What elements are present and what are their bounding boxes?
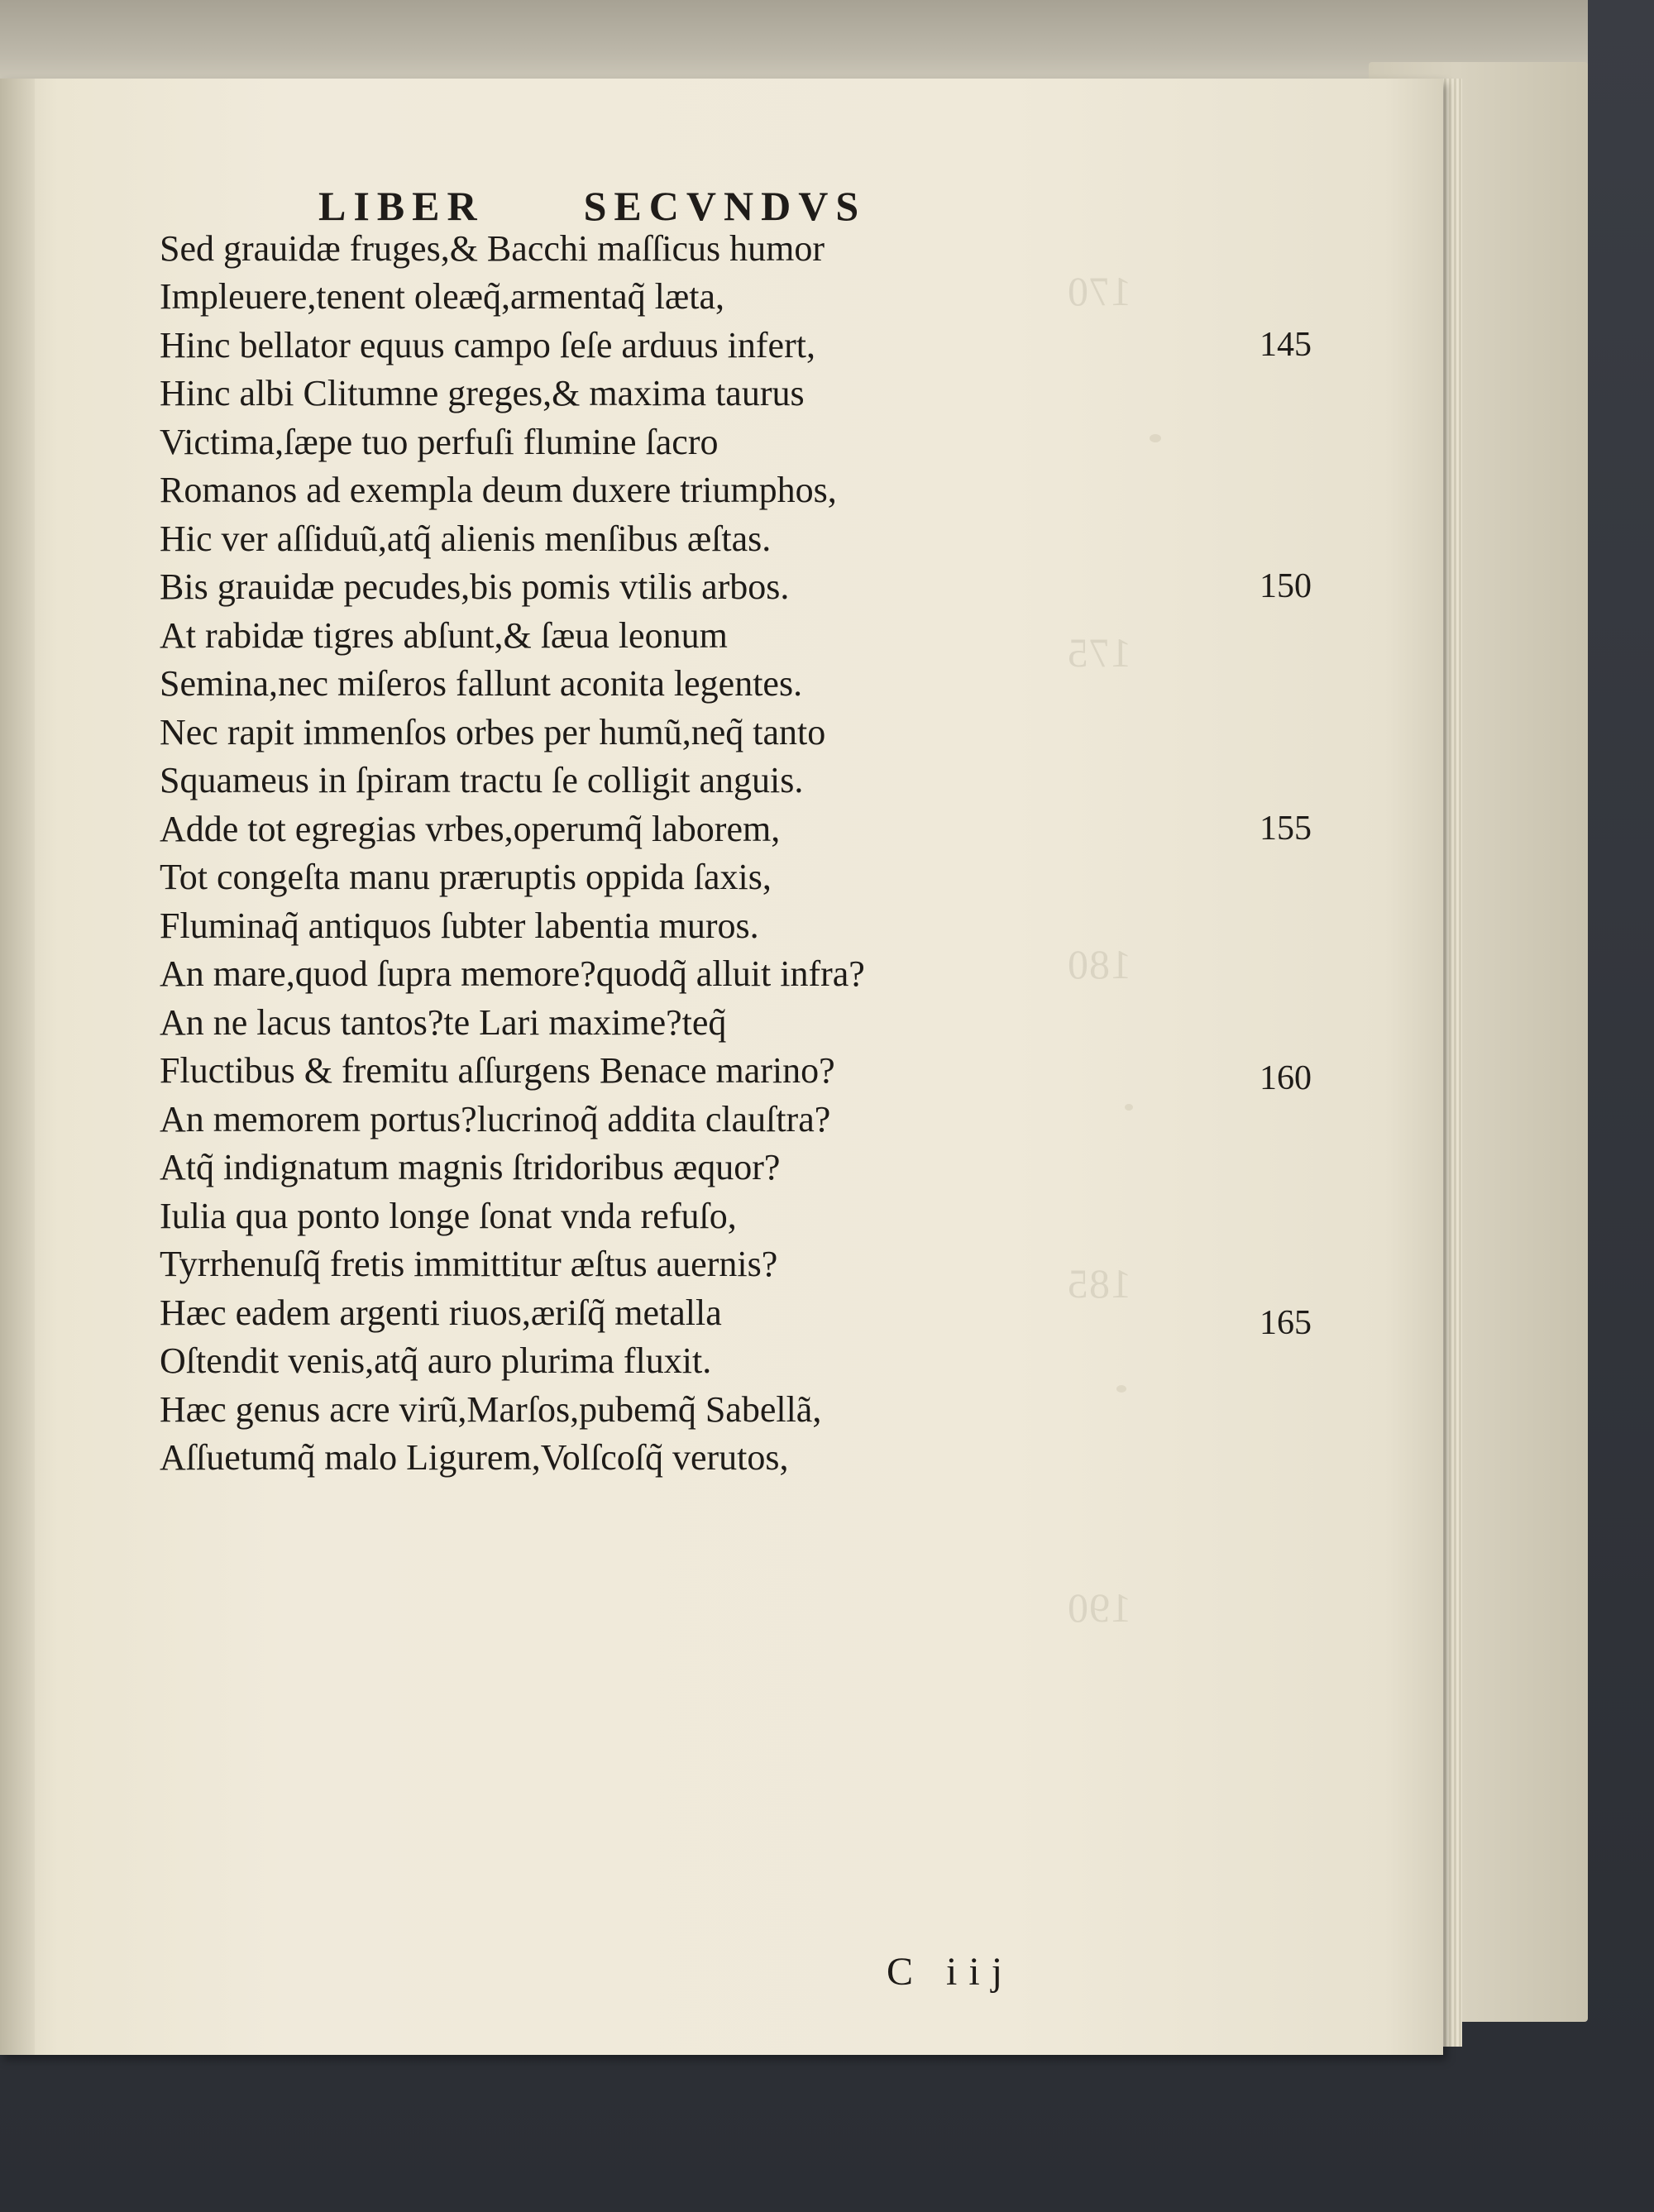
running-head	[318, 182, 866, 230]
foxing-spot	[1150, 434, 1161, 442]
line-number: 160	[1260, 1059, 1312, 1097]
line-number: 155	[1260, 810, 1312, 848]
verse-line: Aſſuetumq̃ malo Ligurem,Volſcoſq̃ verutos,	[160, 1437, 789, 1478]
verse-line: Tot congeſta manu præruptis oppida ſaxis,	[160, 857, 772, 897]
running-head-left: LIBER	[318, 183, 485, 229]
verse-line: Adde tot egregias vrbes,operumq̃ laborem,	[160, 809, 781, 849]
verse-line: Semina,nec miſeros fallunt aconita legentes.	[160, 663, 803, 704]
previous-page-edge	[0, 0, 1588, 79]
book-page	[0, 79, 1443, 2055]
foxing-spot	[1125, 1104, 1133, 1111]
verse-line: An memorem portus?lucrinoq̃ addita clauſtra?	[160, 1099, 831, 1139]
line-number: 145	[1260, 326, 1312, 364]
verse-line: Oſtendit venis,atq̃ auro plurima fluxit.	[160, 1340, 712, 1381]
verse-line: Hæc eadem argenti riuos,æriſq̃ metalla	[160, 1292, 722, 1333]
ghost-number: 190	[1067, 1584, 1131, 1631]
ghost-number: 180	[1067, 941, 1131, 987]
verse-line: Impleuere,tenent oleæq̃,armentaq̃ læta,	[160, 276, 724, 317]
verse-line: Hic ver aſſiduũ,atq̃ alienis menſibus æſtas.	[160, 518, 772, 559]
verse-line: Hinc bellator equus campo ſeſe arduus infert,	[160, 325, 815, 365]
verse-line: Squameus in ſpiram tractu ſe colligit anguis.	[160, 760, 804, 800]
verse-line: Fluminaq̃ antiquos ſubter labentia muros.	[160, 905, 759, 946]
signature-mark: C iij	[887, 1950, 1015, 1994]
verse-line: Fluctibus & fremitu aſſurgens Benace marino?	[160, 1050, 835, 1091]
verse-line: Hæc genus acre virũ,Marſos,pubemq̃ Sabellã,	[160, 1389, 822, 1430]
verse-line: Hinc albi Clitumne greges,& maxima taurus	[160, 373, 805, 413]
verse-line: An ne lacus tantos?te Lari maxime?teq̃	[160, 1002, 727, 1043]
verse-line: Romanos ad exempla deum duxere triumphos,	[160, 470, 837, 510]
verse-line: At rabidæ tigres abſunt,& ſæua leonum	[160, 615, 728, 656]
verse-line: Nec rapit immenſos orbes per humũ,neq̃ tanto	[160, 712, 826, 752]
verse-line: An mare,quod ſupra memore?quodq̃ alluit infra?	[160, 953, 865, 994]
ghost-number: 175	[1067, 629, 1131, 676]
verse-line: Sed grauidæ fruges,& Bacchi maſſicus humor	[160, 228, 825, 269]
verse-line: Atq̃ indignatum magnis ſtridoribus æquor?	[160, 1147, 781, 1187]
binding-gutter	[0, 79, 35, 2055]
verse-line: Bis grauidæ pecudes,bis pomis vtilis arbos.	[160, 566, 790, 607]
running-head-right: SECVNDVS	[583, 183, 867, 229]
line-number: 150	[1260, 567, 1312, 605]
foxing-spot	[1116, 1385, 1126, 1393]
verse-line: Iulia qua ponto longe ſonat vnda refuſo,	[160, 1196, 737, 1236]
line-number: 165	[1260, 1304, 1312, 1342]
ghost-number: 185	[1067, 1260, 1131, 1307]
verse-line: Tyrrhenuſq̃ fretis immittitur æſtus auernis?	[160, 1244, 778, 1284]
verse-line: Victima,ſæpe tuo perfuſi flumine ſacro	[160, 422, 719, 462]
ghost-number: 170	[1067, 268, 1131, 314]
